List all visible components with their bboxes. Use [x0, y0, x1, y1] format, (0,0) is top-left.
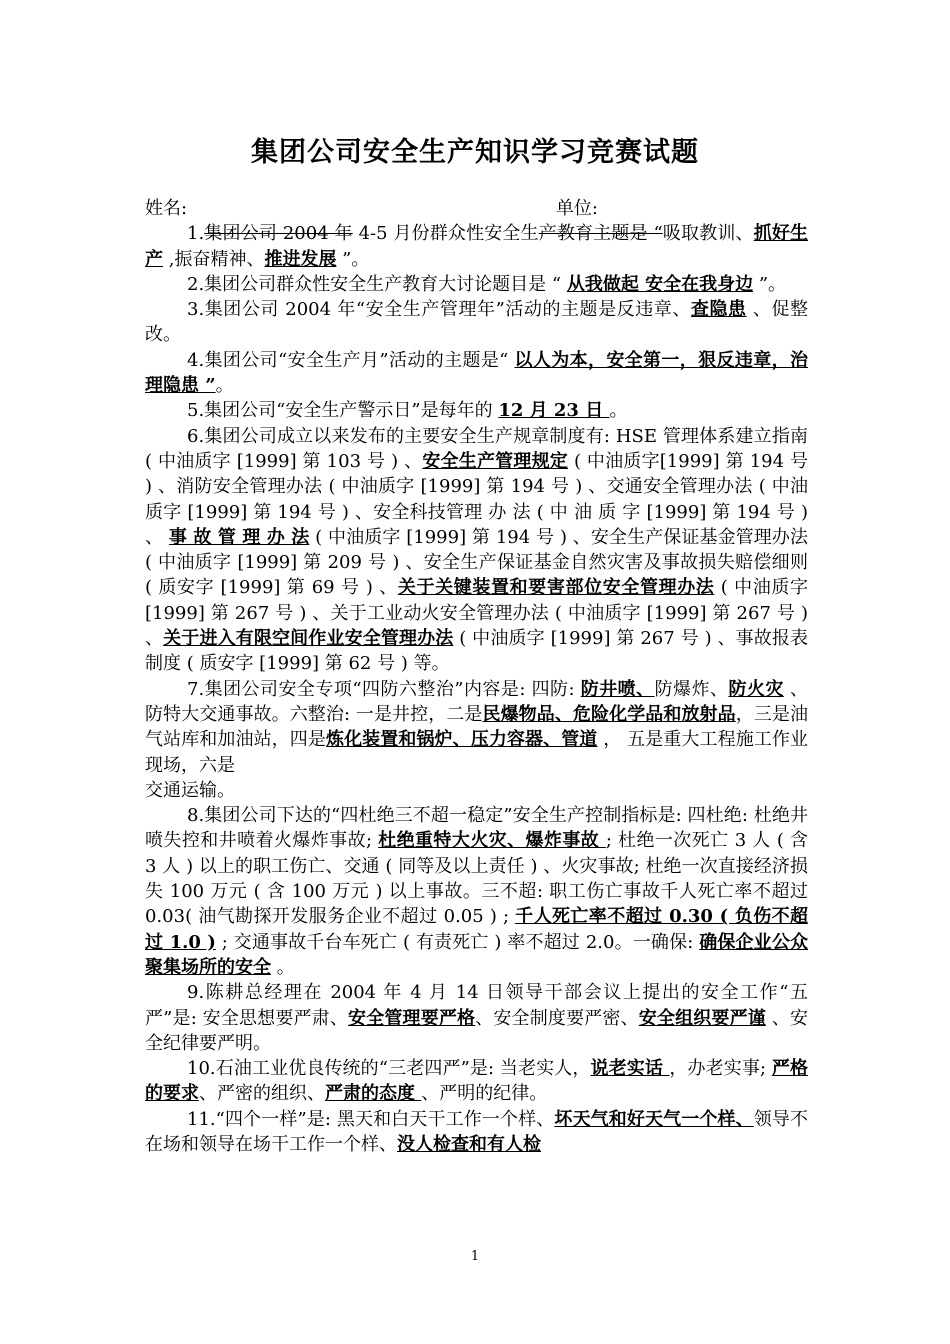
question-1 [145, 221, 808, 272]
q5-answer: 12 月 23 日 [498, 400, 610, 422]
question-10 [145, 1056, 808, 1107]
question-7-continued [145, 778, 808, 803]
q6-text-5: ( 中油质字 [1999] 第 267 号 ) 、事故报表制度 ( 质安字 [1999] 第 62 号 ) 等。 [145, 628, 809, 675]
unit-label: 单位: [555, 198, 598, 219]
q3-text: 3.集团公司 2004 年“安全生产管理年”活动的主题是反违章、 [187, 299, 691, 321]
question-5 [145, 398, 808, 423]
question-6 [145, 424, 808, 677]
q1-text-4: ”。 [336, 248, 370, 270]
q2-answer: 从我做起 安全在我身边 [566, 273, 754, 295]
q10-text: 10.石油工业优良传统的“三老四严”是: 当老实人， [187, 1058, 591, 1080]
question-8 [145, 803, 808, 980]
q9-text: 9.陈耕总经理在 2004 年 4 月 14 日领导干部会议上提出的安全工作“五严”是: 安全思想要严肃、 [145, 982, 808, 1029]
question-3 [145, 297, 808, 348]
q7-answer-3: 民爆物品、危险化学品和放射品 [482, 703, 736, 725]
q6-text: 6.集团公司成立以来发布的主要安全生产规章制度有: HSE 管理体系建立指南 ( 中油质字 [1999] 第 103 号 ) 、 [145, 425, 808, 472]
q8-answer-3: 确保企业公众聚集场所的安全 [145, 931, 808, 978]
q1-strike-a: 集团公司 2004 年 [204, 223, 353, 245]
q8-text-3: ; 交通事故千台车死亡 ( 有责死亡 ) 率不超过 2.0。一确保: [215, 931, 700, 953]
q10-answer-1: 说老实话 [590, 1058, 670, 1080]
name-label: 姓名: [145, 198, 188, 219]
q8-answer-1: 杜绝重特大火灾、爆炸事故 [378, 830, 606, 852]
q7-answer-1: 防井喷、 [580, 678, 655, 700]
q2-text: 2.集团公司群众性安全生产教育大讨论题目是 “ [187, 273, 567, 295]
q4-text-2: 。 [215, 375, 234, 397]
q7-text-5: ， 五是重大工程施工作业现场，六是 [145, 729, 808, 776]
q8-text-4: 。 [271, 956, 295, 978]
question-9 [145, 980, 808, 1056]
q8-answer-2: 千人死亡率不超过 0.30 ( 负伤不超过 1.0 ) [145, 906, 809, 953]
q11-answer-2: 没人检查和有人检 [397, 1133, 541, 1155]
q8-text-2: ; 杜绝一次死亡 3 人 ( 含 3 人 ) 以上的职工伤亡、交通 ( 同等及以上责任 ) 、火灾事故; 杜绝一次直接经济损失 100 万元 ( 含 100 万元 ) 以上事故。三不超: 职工伤亡事故千人死亡率不超过 0.03( 油气勘探开发服务企业不超过 0.05 ) ; [145, 830, 808, 928]
q8-text: 8.集团公司下达的“四杜绝三不超一稳定”安全生产控制指标是: 四杜绝: 杜绝井喷失控和井喷着火爆炸事故; [145, 805, 808, 852]
q10-text-2: ，办老实事; [669, 1058, 772, 1080]
q7-answer-4: 炼化装置和锅炉、压力容器、管道 [325, 729, 598, 751]
q6-text-3: ( 中油质字 [1999] 第 194 号 ) 、安全生产保证基金管理办法 ( 中油质字 [1999] 第 209 号 ) 、安全生产保证基金自然灾害及事故损失赔偿细则 ( 质安字 [1999] 第 69 号 ) 、 [145, 526, 808, 599]
q11-answer-1: 坏天气和好天气一个样、 [554, 1108, 754, 1130]
q7-answer-2: 防火灾 [728, 678, 784, 700]
q5-text: 5.集团公司“安全生产警示日”是每年的 [187, 400, 499, 422]
q1-answer-2: 推进发展 [264, 248, 337, 270]
q1-answer-1: 抓好生产 [145, 223, 809, 270]
q9-answer-2: 安全组织要严谨 [638, 1007, 766, 1029]
document-body [145, 196, 808, 1157]
q6-answer-3: 关于关键装置和要害部位安全管理办法 [397, 577, 715, 599]
q7-text-3: 、防特大交通事故。六整治: 一是井控，二是 [145, 678, 809, 725]
q3-text-2: 、促整改。 [145, 299, 809, 346]
q10-text-4: 、严明的纪律。 [421, 1083, 548, 1105]
page-number: 1 [470, 1249, 480, 1264]
q1-text-2: 吸取教训、 [662, 223, 754, 245]
q7-text-6: 交通运输。 [145, 779, 235, 801]
header-line [145, 196, 808, 221]
q4-answer: 以人为本，安全第一，狠反违章，治理隐患 ” [145, 349, 808, 397]
q11-text-2: 领导不在场和领导在场干工作一个样、 [145, 1108, 808, 1155]
q7-text: 7.集团公司安全专项“四防六整治”内容是: 四防: [187, 678, 581, 700]
q6-answer-1: 安全生产管理规定 [422, 450, 569, 472]
q7-text-4: ，三是油气站库和加油站，四是 [145, 703, 809, 751]
question-11 [145, 1107, 808, 1158]
q9-answer-1: 安全管理要严格 [348, 1007, 476, 1029]
q10-text-3: 、严密的组织、 [199, 1083, 325, 1105]
q3-answer: 查隐患 [690, 299, 747, 321]
q6-text-4: ( 中油质字 [1999] 第 267 号 ) 、关于工业动火安全管理办法 ( 中油质字 [1999] 第 267 号 ) 、 [145, 577, 808, 650]
q6-answer-2: 事 故 管 理 办 法 [168, 526, 310, 548]
question-7 [145, 677, 808, 778]
q10-answer-3: 严肃的态度 [325, 1083, 422, 1105]
q7-text-2: 防爆炸、 [654, 678, 729, 700]
q1-text: 4-5 月份群众性安全生 [352, 223, 539, 245]
q4-text: 4.集团公司“安全生产月”活动的主题是“ [187, 349, 515, 371]
q10-answer-2: 严格的要求 [145, 1058, 808, 1105]
q9-text-2: 、安全制度要严密、 [475, 1007, 639, 1029]
q5-text-2: 。 [609, 400, 628, 422]
document-title: 集团公司安全生产知识学习竞赛试题 [251, 137, 699, 168]
q6-text-2: ( 中油质字[1999] 第 194 号 ) 、消防安全管理办法 ( 中油质字 [1999] 第 194 号 ) 、交通安全管理办法 ( 中油质字 [1999] 第 194 号 ) 、安全科技管理 办 法 ( 中 油 质 字 [1999] 第 194 号 ) 、 [145, 450, 809, 548]
q1-strike-b: 产教育主题是 “ [538, 223, 663, 245]
q2-text-2: ”。 [753, 273, 787, 295]
q1-text-3: ,振奋精神、 [163, 248, 265, 270]
q11-text: 11.“四个一样”是: 黑天和白天干工作一个样、 [187, 1108, 555, 1130]
q6-answer-4: 关于进入有限空间作业安全管理办法 [163, 628, 454, 650]
q1-number: 1. [187, 223, 205, 245]
question-2 [145, 272, 808, 297]
question-4 [145, 348, 808, 399]
q9-text-3: 、安全纪律要严明。 [145, 1007, 808, 1054]
